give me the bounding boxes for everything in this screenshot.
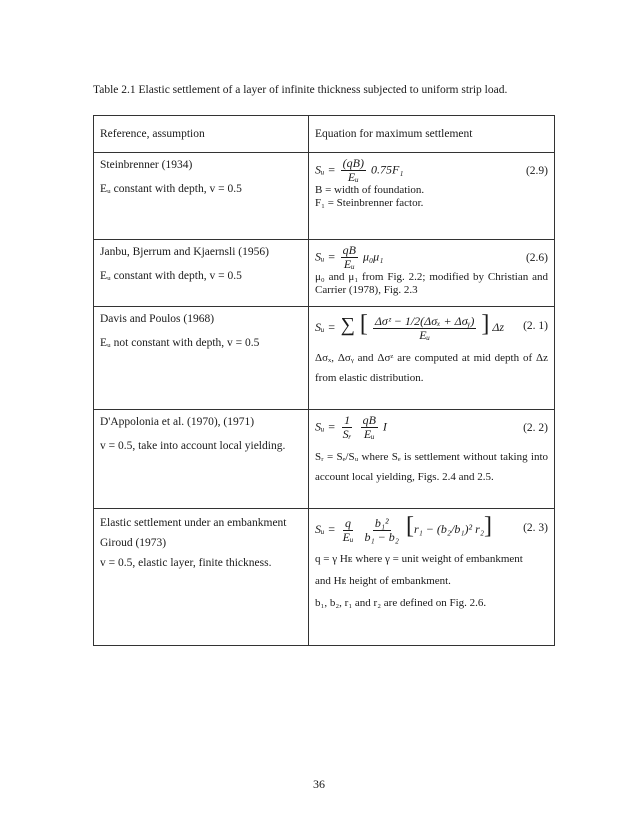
equation-note: μ₀ and μ₁ from Fig. 2.2; modified by Christian and Carrier (1978), Fig. 2.3 — [315, 271, 548, 296]
settlement-table — [93, 115, 555, 646]
equation-number: (2. 2) — [523, 421, 548, 434]
header-equation: Equation for maximum settlement — [309, 116, 555, 153]
table-row — [94, 307, 555, 410]
equation: Sᵤ = $\frac{(qB)}{\text{Eᵤ}}$ 0.75F₁ (2.9) — [315, 156, 548, 184]
header-reference: Reference, assumption — [94, 116, 309, 153]
table-caption: Table 2.1 Elastic settlement of a layer of infinite thickness subjected to uniform strip load. — [93, 84, 508, 96]
equation-number: (2.6) — [525, 251, 548, 264]
equation-note: Δσₓ, Δσᵧ and Δσᶻ are computed at mid depth of Δz from elastic distribution. — [315, 351, 548, 384]
row-assumption: v = 0.5, elastic layer, finite thickness. — [100, 557, 272, 569]
row-reference: Elastic settlement under an embankment Giroud (1973) — [100, 517, 287, 549]
table-header-row — [94, 116, 555, 153]
equation-note: F₁ = Steinbrenner factor. — [315, 197, 424, 209]
table-row — [94, 509, 555, 646]
row-assumption: Eᵤ constant with depth, v = 0.5 — [100, 270, 242, 282]
equation-note: B = width of foundation. — [315, 184, 425, 196]
page-number: 36 — [313, 777, 325, 791]
equation: Sᵤ = ∑ [ $\frac{\text{Δσᶻ − 1/2(Δσₓ + Δσᵧ)}}{\text{Eᵤ}}$ ] Δz (2. 1) — [315, 311, 548, 342]
equation-note: b₁, b₂, r₁ and r₂ are defined on Fig. 2.6. — [315, 596, 487, 609]
equation-note: q = γ Hᴇ where γ = unit weight of embankment — [315, 552, 523, 565]
equation-note: Sᵣ = Sₑ/Sᵤ where Sₑ is settlement without taking into account local yielding, Figs. 2.4 and 2.5. — [315, 451, 548, 483]
row-reference: D'Appolonia et al. (1970), (1971) — [100, 416, 255, 428]
row-reference: Davis and Poulos (1968) — [100, 313, 215, 325]
table-row — [94, 240, 555, 307]
equation: Sᵤ = $\frac{q}{\text{Eᵤ}}$ $\frac{\text{b₁²}}{\text{b₁ − b₂}}$ [r₁ − (b₂/b₁)² r₂] (2. 3) — [315, 513, 548, 544]
equation-number: (2. 3) — [523, 522, 548, 535]
equation-number: (2. 1) — [523, 320, 548, 333]
row-assumption: Eᵤ not constant with depth, v = 0.5 — [100, 337, 260, 349]
table-row — [94, 410, 555, 509]
equation-number: (2.9) — [525, 164, 548, 177]
row-reference: Janbu, Bjerrum and Kjaernsli (1956) — [100, 246, 269, 258]
row-assumption: v = 0.5, take into account local yielding. — [100, 440, 286, 452]
row-reference: Steinbrenner (1934) — [100, 159, 193, 171]
equation: Sᵤ = $\frac{qB}{\text{Eᵤ}}$ μ₀μ₁ (2.6) — [315, 243, 548, 271]
equation-note: and Hᴇ height of embankment. — [315, 574, 451, 587]
equation: Sᵤ = $\frac{1}{\text{Sᵣ}}$ $\frac{qB}{\text{Eᵤ}}$ I (2. 2) — [315, 413, 548, 441]
sum-symbol: ∑ — [340, 314, 355, 336]
table-row — [94, 153, 555, 240]
row-assumption: Eᵤ constant with depth, v = 0.5 — [100, 183, 242, 195]
